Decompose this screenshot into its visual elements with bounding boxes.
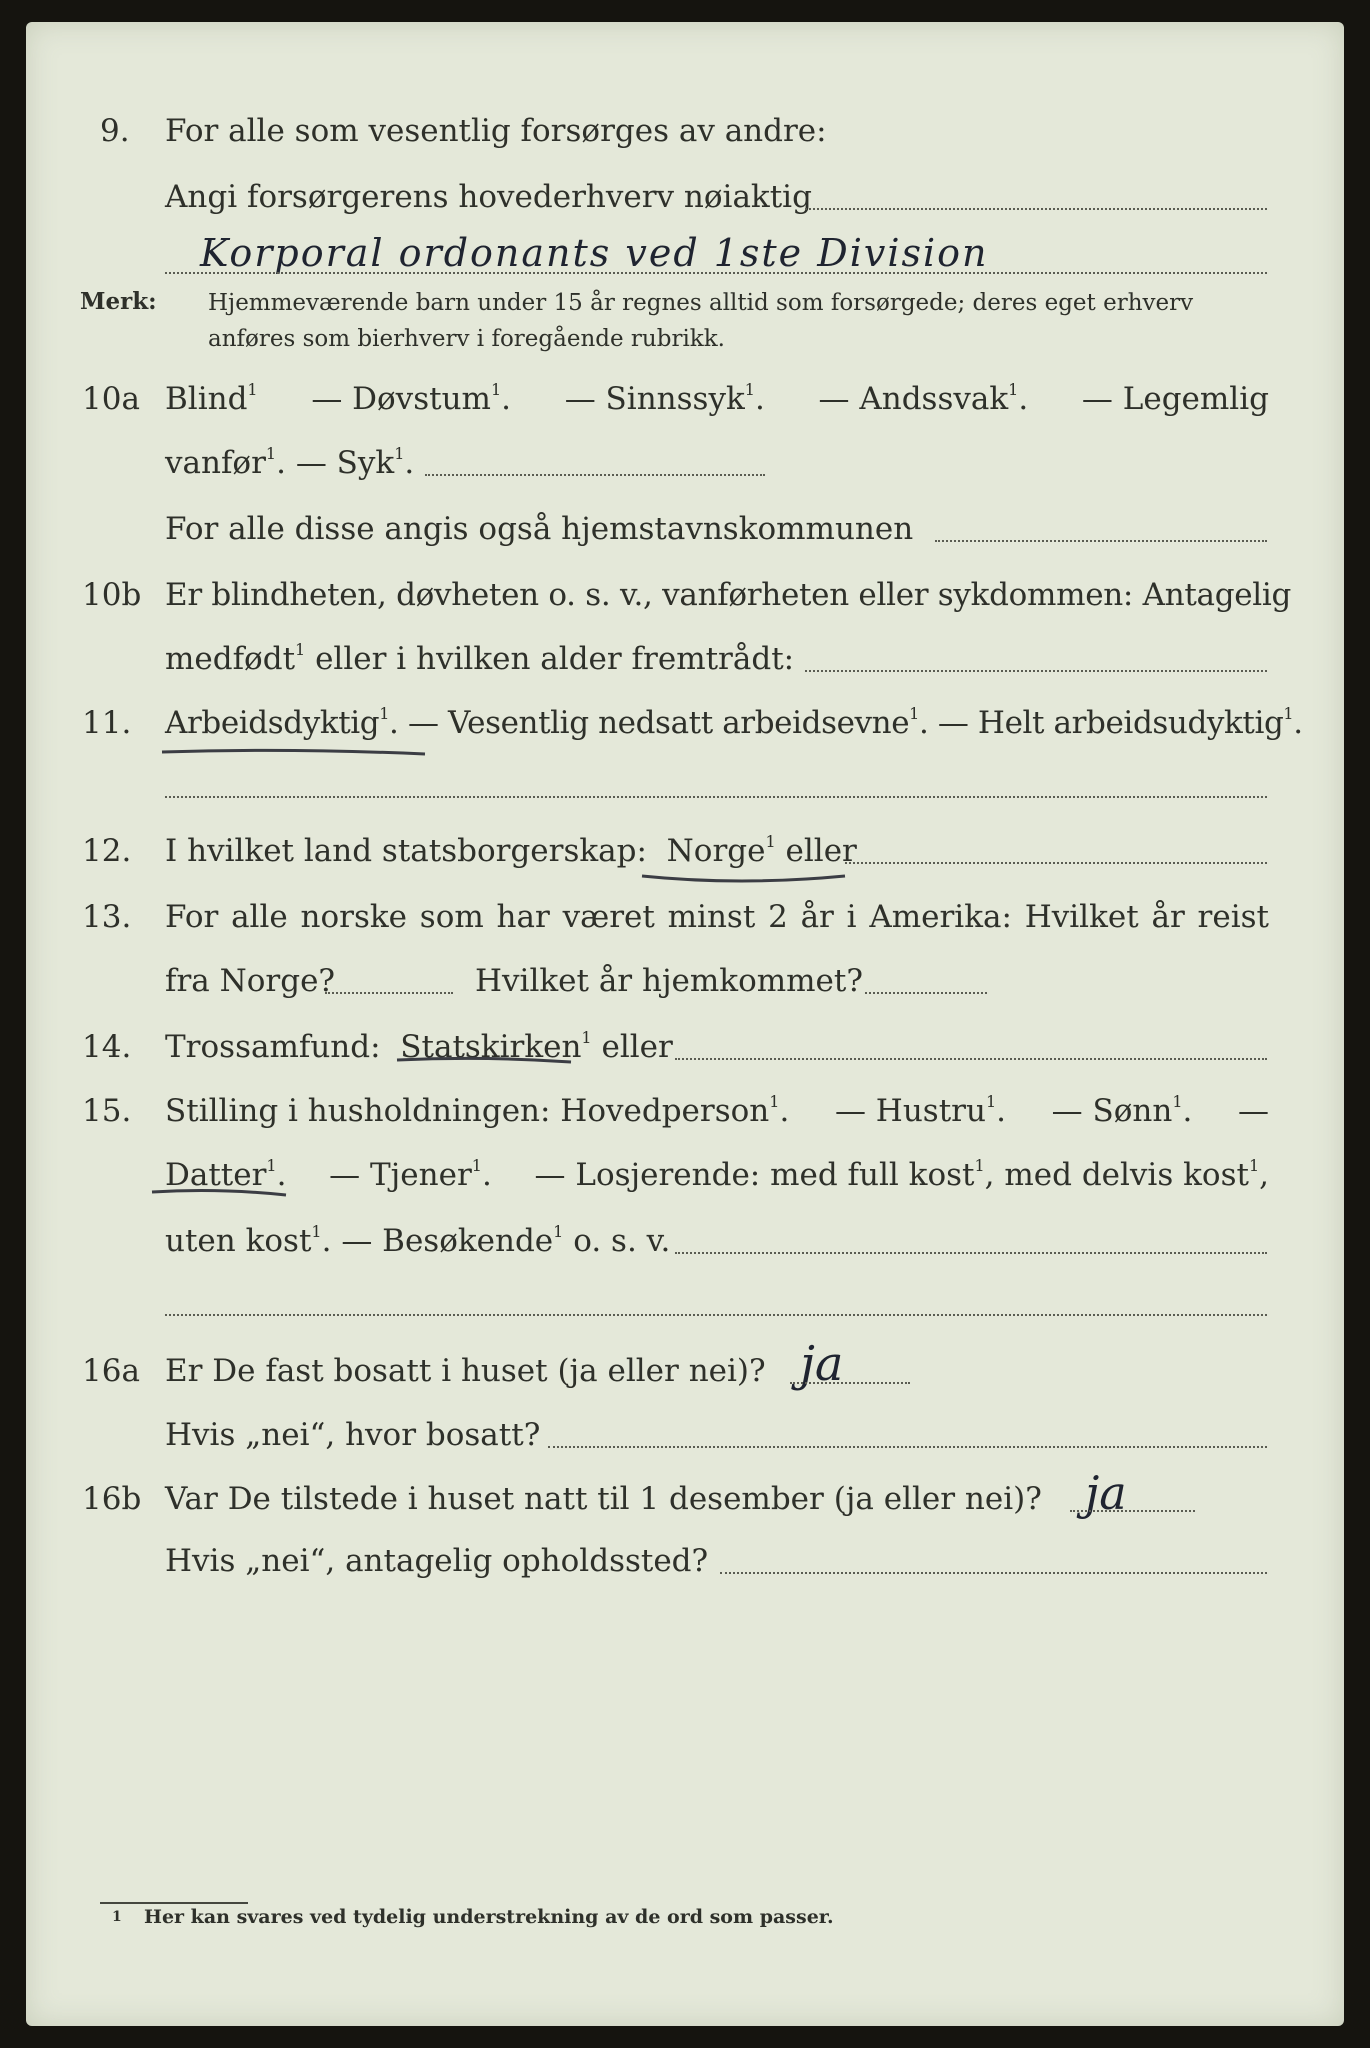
q12-number: 12. <box>82 833 132 869</box>
opt-vanfor: vanfør$^1$. <box>165 444 286 481</box>
q14-line: Trossamfund: Statskirken$^1$ eller <box>165 1028 673 1065</box>
footnote-mark: 1 <box>112 1909 122 1925</box>
footnote-rule <box>100 1902 248 1904</box>
q10b-fill-line <box>805 670 1267 672</box>
opt-blind: Blind$^1$ <box>165 380 258 417</box>
opt-syk: — Syk$^1$. <box>295 444 415 481</box>
opt-andssvak: — Andssvak$^1$. <box>818 380 1029 417</box>
q16a-bosatt-line <box>548 1446 1267 1448</box>
q15-extra-line <box>165 1314 1267 1316</box>
q14-number: 14. <box>82 1029 132 1065</box>
opt-hovedperson: Stilling i husholdningen: Hovedperson$^1$. <box>165 1092 790 1129</box>
opt-legemlig: — Legemlig <box>1081 381 1269 417</box>
opt-hustru: — Hustru$^1$. <box>834 1092 1006 1129</box>
q10b-line2: medfødt$^1$ eller i hvilken alder fremtrådt: <box>165 640 795 677</box>
arbeidsdyktig-underline <box>160 742 430 762</box>
q15-number: 15. <box>82 1093 132 1129</box>
q16a-handwritten-answer: ja <box>800 1336 844 1392</box>
q13-number: 13. <box>82 899 132 935</box>
opt-tjener: — Tjener$^1$. <box>329 1156 492 1193</box>
q16b-line1: Var De tilstede i huset natt til 1 desember (ja eller nei)? <box>165 1481 1042 1517</box>
q15-line1: Stilling i husholdningen: Hovedperson$^1$. — Hustru$^1$. — Sønn$^1$. — <box>165 1092 1269 1129</box>
opt-statskirken: Statskirken$^1$ <box>400 1028 592 1065</box>
q10b-number: 10b <box>82 577 142 613</box>
q11-line <box>165 704 1303 741</box>
q16a-number: 16a <box>82 1353 140 1389</box>
q9-answer-line <box>165 272 1267 274</box>
q10a-line2 <box>165 444 415 481</box>
footnote-text: Her kan svares ved tydelig understrekning av de ord som passer. <box>144 1906 834 1928</box>
norge-underline <box>640 872 850 888</box>
opt-uten-kost: uten kost$^1$. <box>165 1222 332 1259</box>
q16a-line2: Hvis „nei“, hvor bosatt? <box>165 1417 541 1453</box>
q13-line2b: Hvilket år hjemkommet? <box>475 963 863 999</box>
opt-udyktig: — Helt arbeidsudyktig$^1$. <box>937 704 1303 741</box>
opt-losjerende: — Losjerende: med full kost$^1$, med delvis kost$^1$, <box>534 1156 1269 1193</box>
opt-besokende: — Besøkende$^1$ <box>341 1222 564 1259</box>
datter-underline <box>150 1186 290 1200</box>
q10a-line1 <box>165 380 1269 417</box>
q10a-hjemstavn-line <box>935 540 1267 542</box>
q16a-line1: Er De fast bosatt i huset (ja eller nei)? <box>165 1353 766 1389</box>
q12-fill-line <box>845 862 1267 864</box>
q15-fill-line <box>675 1252 1267 1254</box>
opt-sinnssyk: — Sinnssyk$^1$. <box>564 380 765 417</box>
q15-line2 <box>165 1156 1269 1193</box>
q16b-opholdssted-line <box>720 1572 1267 1574</box>
q12-line: I hvilket land statsborgerskap: Norge$^1$ eller <box>165 832 857 869</box>
q10a-fill-line <box>425 474 765 476</box>
q16b-handwritten-answer: ja <box>1085 1466 1127 1520</box>
q16b-fill-line <box>1070 1510 1195 1512</box>
q10a-number: 10a <box>82 381 140 417</box>
census-form-page <box>26 22 1344 2026</box>
opt-datter: Datter$^1$. <box>165 1156 287 1193</box>
opt-arbeidsdyktig: Arbeidsdyktig$^1$. <box>165 704 399 741</box>
merk-line2: anføres som bierhverv i foregående rubrikk. <box>208 326 725 352</box>
q9-fill-line <box>805 208 1267 210</box>
statskirken-underline <box>395 1054 575 1068</box>
q16a-fill-line <box>790 1382 910 1384</box>
q13-line2a: fra Norge? <box>165 963 336 999</box>
q13-line1: For alle norske som har været minst 2 år i Amerika: Hvilket år reist <box>165 899 1269 935</box>
opt-sonn: — Sønn$^1$. <box>1051 1092 1193 1129</box>
q15-line3: uten kost$^1$. — Besøkende$^1$ o. s. v. <box>165 1222 671 1259</box>
q9-line1: For alle som vesentlig forsørges av andre: <box>165 113 827 149</box>
q9-line2: Angi forsørgerens hovederhverv nøiaktig <box>165 179 812 215</box>
q11-fill-line <box>165 796 1267 798</box>
q13-reist-line <box>325 992 453 994</box>
q11-number: 11. <box>82 705 132 741</box>
q14-fill-line <box>675 1058 1267 1060</box>
merk-label: Merk: <box>80 288 157 315</box>
q16b-line2: Hvis „nei“, antagelig opholdssted? <box>165 1543 709 1579</box>
q16b-number: 16b <box>82 1481 142 1517</box>
opt-norge: Norge$^1$ <box>666 832 776 869</box>
q10a-line3: For alle disse angis også hjemstavnskommunen <box>165 511 914 547</box>
opt-dovstum: — Døvstum$^1$. <box>311 380 511 417</box>
opt-nedsatt: — Vesentlig nedsatt arbeidsevne$^1$. <box>407 704 929 741</box>
merk-line1: Hjemmeværende barn under 15 år regnes alltid som forsørgede; deres eget erhverv <box>208 290 1194 316</box>
q9-handwritten-answer: Korporal ordonants ved 1ste Division <box>200 231 989 275</box>
q10b-line1: Er blindheten, døvheten o. s. v., vanførheten eller sykdommen: Antagelig <box>165 577 1292 613</box>
q9-number: 9. <box>100 113 130 149</box>
q13-hjemkommet-line <box>865 992 987 994</box>
